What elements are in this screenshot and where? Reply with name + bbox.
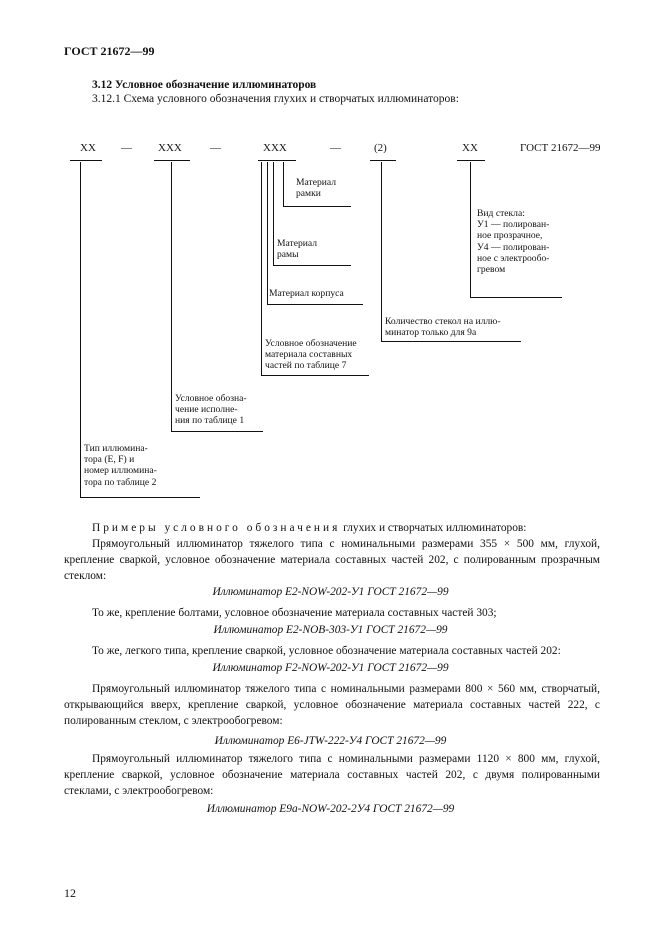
example-3-designation: Иллюминатор F2-NOW-202-У1 ГОСТ 21672—99: [212, 662, 449, 674]
code-underline: [370, 160, 396, 161]
leader-materials-vertical: [261, 162, 262, 376]
example-5-text: Прямоугольный иллюминатор тяжелого типа с номинальными размерами 1120 × 800 мм, глухой, крепление сваркой, условное обозначение материала составных частей 202, с двумя полированными стеклами, с электрообогревом:: [64, 753, 600, 797]
example-1-text: Прямоугольный иллюминатор тяжелого типа с номинальными размерами 355 × 500 мм, глухой, крепление сваркой, условное обозначение материала составных частей 202, с полированным прозрачным стеклом:: [64, 538, 600, 582]
leader-type-vertical: [80, 162, 81, 498]
label-type: Тип иллюмина- тора (E, F) и номер иллюмина- тора по таблице 2: [84, 443, 157, 488]
code-standard: ГОСТ 21672—99: [520, 142, 601, 154]
label-housing: Материал корпуса: [269, 288, 344, 299]
leader-ramka-vertical: [283, 162, 284, 207]
leader-frame-horizontal: [273, 265, 351, 266]
section-title: 3.12 Условное обозначение иллюминаторов: [92, 79, 317, 91]
page-header-standard: ГОСТ 21672—99: [64, 44, 155, 58]
code-dash-3: —: [330, 142, 341, 154]
page-number: 12: [64, 886, 76, 900]
example-4-text: Прямоугольный иллюминатор тяжелого типа с номинальными размерами 800 × 560 мм, створчатый, открывающийся вверх, крепление сваркой, условное обозначение материала составных частей 222, с полированным стеклом, с электрообогревом:: [64, 683, 600, 727]
leader-glass-count-horizontal: [381, 341, 521, 342]
code-dash-1: —: [121, 142, 132, 154]
code-dash-2: —: [210, 142, 221, 154]
leader-frame-vertical: [273, 162, 274, 266]
example-2-text: То же, крепление болтами, условное обозначение материала составных частей 303;: [92, 607, 497, 619]
code-glass-type: XX: [462, 142, 478, 154]
leader-execution-horizontal: [171, 431, 263, 432]
label-materials: Условное обозначение материала составных частей по таблице 7: [265, 338, 357, 372]
example-1-designation: Иллюминатор E2-NOW-202-У1 ГОСТ 21672—99: [212, 586, 449, 598]
code-type: XX: [80, 142, 96, 154]
leader-glass-type-vertical: [470, 162, 471, 298]
example-3-text: То же, легкого типа, крепление сваркой, условное обозначение материала составных частей 202:: [92, 645, 561, 657]
label-glass-type: Вид стекла: У1 — полирован- ное прозрачное, У4 — полирован- ное с электрообо- гревом: [477, 208, 550, 276]
example-4-designation: Иллюминатор E6-JTW-222-У4 ГОСТ 21672—99: [214, 735, 447, 747]
label-glass-count: Количество стекол на иллю- минатор только для 9а: [385, 316, 501, 339]
leader-housing-horizontal: [267, 304, 363, 305]
code-underline: [258, 160, 296, 161]
code-underline: [457, 160, 485, 161]
section-subtitle: 3.12.1 Схема условного обозначения глухих и створчатых иллюминаторов:: [92, 93, 459, 105]
label-frame-ramka: Материал рамки: [296, 177, 337, 200]
code-underline: [70, 160, 102, 161]
leader-materials-horizontal: [261, 375, 369, 376]
example-2-designation: Иллюминатор E2-NOB-303-У1 ГОСТ 21672—99: [213, 624, 448, 636]
code-glass-count: (2): [374, 142, 387, 154]
example-5-designation: Иллюминатор E9a-NOW-202-2У4 ГОСТ 21672—99: [206, 803, 455, 815]
code-execution: XXX: [158, 142, 182, 154]
leader-glass-type-horizontal: [470, 297, 562, 298]
label-frame-ram: Материал рамы: [277, 238, 318, 261]
label-execution: Условное обозна- чение исполне- ния по таблице 1: [175, 393, 247, 427]
leader-ramka-horizontal: [283, 206, 351, 207]
leader-execution-vertical: [171, 162, 172, 432]
code-underline: [154, 160, 190, 161]
leader-housing-vertical: [267, 162, 268, 305]
leader-type-horizontal: [80, 497, 200, 498]
examples-heading: Примеры условного обозначения глухих и створчатых иллюминаторов:: [92, 522, 527, 534]
code-materials: XXX: [263, 142, 287, 154]
leader-glass-count-vertical: [381, 162, 382, 342]
